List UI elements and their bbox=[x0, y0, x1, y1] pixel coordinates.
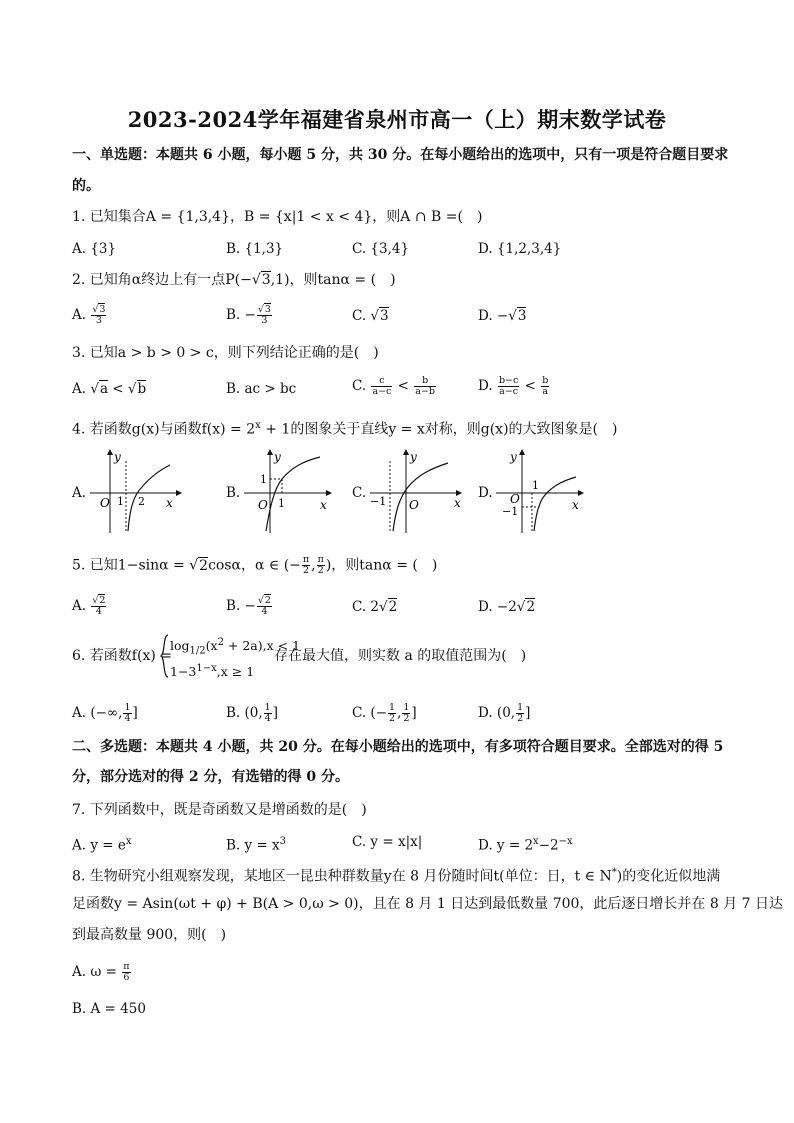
q6-option-d bbox=[478, 703, 530, 724]
fraction-den: 4 bbox=[95, 606, 102, 617]
q2-option-b bbox=[226, 305, 273, 326]
sqrt-icon: √ bbox=[251, 272, 261, 288]
q1-option-b: B. {1,3} bbox=[226, 241, 284, 257]
y-axis-label: y bbox=[410, 450, 417, 464]
q6-option-a bbox=[72, 703, 138, 724]
q5-stem: 5. 已知1−sinα = √2cosα，α ∈ (− $\frac{\pi}{2}$ , $\frac{\pi}{2}$ )，则tanα = ( ) bbox=[72, 554, 438, 576]
fraction-num: 1 bbox=[403, 702, 410, 713]
fraction-den: 4 bbox=[264, 713, 271, 724]
x-arrow-icon bbox=[578, 490, 584, 496]
q2-option-a-label: A. bbox=[72, 307, 87, 323]
q2-option-b-label: B. − bbox=[226, 307, 256, 323]
q8-option-b: B. A = 450 bbox=[72, 1001, 146, 1017]
radicand: 3 bbox=[380, 308, 389, 324]
brace-icon bbox=[160, 634, 170, 678]
fraction-den: a−c bbox=[372, 386, 392, 397]
radicand: 2 bbox=[526, 599, 536, 615]
q7-option-b-sup: 3 bbox=[279, 836, 287, 847]
y-axis-label: y bbox=[510, 450, 517, 464]
fraction-den: 2 bbox=[302, 565, 310, 576]
radicand: 2 bbox=[264, 595, 271, 606]
radicand: 3 bbox=[264, 304, 271, 315]
fraction bbox=[388, 703, 396, 724]
bracket: ] bbox=[272, 705, 278, 721]
q6-option-c: C. (− $\frac{1}{2}$ , $\frac{1}{2}$ ] bbox=[352, 702, 417, 724]
q3-option-b: B. ac > bc bbox=[226, 381, 297, 397]
q2-option-d-label: D. − bbox=[478, 308, 509, 324]
section2-heading: 二、多选题：本题共 4 小题，共 20 分。在每小题给出的选项中，有多项符合题目要求。全部选对的得 5 bbox=[72, 739, 724, 755]
q5-stem-pre: 5. 已知1−sinα = bbox=[72, 557, 190, 574]
radicand: 2 bbox=[388, 599, 398, 615]
q4-stem bbox=[72, 417, 617, 439]
q4-stem-sup: x bbox=[255, 420, 261, 431]
bracket: ] bbox=[411, 705, 417, 721]
fraction-den: 3 bbox=[261, 315, 268, 326]
curve bbox=[266, 457, 320, 531]
q8-line-1-pre: 8. 生物研究小组观察发现，某地区一昆虫种群数量y在 8 月份随时间t(单位：日，t ∈ N bbox=[72, 868, 612, 885]
fraction-den: 6 bbox=[123, 972, 130, 983]
curve bbox=[393, 463, 448, 531]
fraction-num: √3 bbox=[257, 304, 271, 315]
y-arrow-icon bbox=[519, 449, 525, 455]
y-axis-label: y bbox=[274, 450, 281, 464]
q4-option-a-label: A. bbox=[72, 485, 87, 501]
q3-option-c bbox=[352, 376, 437, 397]
q6-stem-post: 存在最大值，则实数 a 的取值范围为( ) bbox=[274, 648, 527, 664]
fraction-den: 4 bbox=[124, 713, 131, 724]
q2-option-d: D. −√3 bbox=[478, 308, 527, 324]
fraction bbox=[414, 376, 436, 397]
q2-option-c: C. √3 bbox=[352, 308, 389, 324]
fraction-den: 4 bbox=[261, 606, 268, 617]
q8-option-a-label: A. ω = bbox=[72, 964, 117, 980]
x-arrow-icon bbox=[326, 490, 332, 496]
fraction-num: √2 bbox=[257, 595, 271, 606]
q2-stem bbox=[72, 271, 396, 289]
fraction bbox=[91, 305, 106, 326]
q3-option-c-label: C. bbox=[352, 378, 367, 394]
q2-stem-radicand: 3 bbox=[261, 272, 271, 288]
fraction-den: 2 bbox=[403, 713, 410, 724]
origin-label: O bbox=[409, 498, 419, 512]
q3-stem: 3. 已知a > b > 0 > c，则下列结论正确的是( ) bbox=[72, 345, 379, 361]
q5-option-d-label: D. −2 bbox=[478, 599, 517, 615]
q4-graph-b bbox=[240, 447, 336, 537]
exam-title: 2023-2024学年福建省泉州市高一（上）期末数学试卷 bbox=[127, 107, 667, 132]
q8-stem-line-3: 到最高数量 900，则( ) bbox=[72, 927, 227, 943]
tick-label: −1 bbox=[502, 505, 519, 518]
q5-option-a bbox=[72, 596, 107, 617]
origin-label: O bbox=[510, 492, 520, 506]
q7-option-d-sup: −x bbox=[558, 836, 573, 847]
fraction bbox=[402, 703, 410, 724]
fraction bbox=[91, 596, 106, 617]
q7-option-d bbox=[478, 833, 573, 855]
q8-line-1-post: )的变化近似地满 bbox=[616, 868, 721, 885]
fraction-num: √3 bbox=[92, 304, 106, 315]
q3-option-d bbox=[478, 376, 550, 397]
tick-label: 1 bbox=[117, 495, 124, 508]
fraction bbox=[122, 962, 130, 983]
fraction-num: 1 bbox=[264, 702, 271, 713]
fraction-den: 2 bbox=[317, 565, 324, 576]
q2-stem-post: ,1)，则tanα = ( ) bbox=[270, 272, 396, 288]
fraction-num: b bbox=[414, 376, 436, 387]
q6-case-2 bbox=[170, 660, 254, 681]
tick-label: 1 bbox=[260, 473, 267, 486]
radicand: 3 bbox=[99, 304, 106, 315]
q6-case-1-sup: 2 bbox=[217, 637, 224, 648]
q6-option-b-label: B. (0, bbox=[226, 705, 263, 721]
q7-option-a-text: A. y = e bbox=[72, 837, 126, 854]
x-arrow-icon bbox=[176, 490, 182, 496]
q3-option-a: A. √a < √b bbox=[72, 381, 147, 397]
fraction-num: 1 bbox=[124, 702, 131, 713]
q1-option-d: D. {1,2,3,4} bbox=[478, 241, 562, 257]
radicand: b bbox=[137, 381, 147, 397]
lt-sign: < bbox=[393, 378, 414, 394]
q1-option-c: C. {3,4} bbox=[352, 241, 410, 257]
fraction-num: c bbox=[371, 376, 392, 387]
fraction-num: 1 bbox=[389, 702, 396, 713]
fraction bbox=[302, 555, 310, 576]
q7-option-a bbox=[72, 833, 131, 855]
origin-label: O bbox=[100, 496, 110, 510]
q6-option-b bbox=[226, 703, 278, 724]
fraction-num: b−c bbox=[498, 375, 519, 386]
q6-option-d-label: D. (0, bbox=[478, 705, 516, 721]
tick-label: 1 bbox=[532, 479, 539, 492]
q6-case-1-base: 1/2 bbox=[189, 645, 206, 657]
q5-option-a-label: A. bbox=[72, 598, 87, 614]
fraction-num: √2 bbox=[92, 595, 106, 606]
tick-label: −1 bbox=[370, 495, 387, 508]
q5-stem-mid: cosα，α ∈ (− bbox=[208, 557, 301, 574]
x-axis-label: x bbox=[320, 498, 327, 512]
fraction-den: a bbox=[542, 386, 549, 397]
q6-case-1-log: log bbox=[170, 638, 190, 654]
fraction bbox=[371, 376, 392, 397]
q5-stem-post: )，则tanα = ( ) bbox=[325, 557, 438, 574]
fraction-den: a−c bbox=[499, 386, 519, 397]
q4-graph-a bbox=[86, 447, 182, 537]
radicand: 3 bbox=[517, 308, 527, 324]
q4-graph-c bbox=[366, 447, 466, 537]
q4-graph-d bbox=[492, 447, 588, 537]
q4-option-c-label: C. bbox=[352, 485, 367, 501]
q5-option-c: C. 2√2 bbox=[352, 599, 398, 615]
fraction-num: b bbox=[542, 375, 549, 386]
q2-option-c-label: C. bbox=[352, 308, 367, 324]
lt-sign: < bbox=[108, 381, 128, 397]
radicand: a bbox=[99, 381, 109, 397]
q7-option-d-text: D. y = 2 bbox=[478, 837, 534, 854]
radicand: 2 bbox=[199, 557, 209, 574]
fraction-den: a−b bbox=[415, 386, 436, 397]
section2-heading-cont: 分，部分选对的得 2 分，有选错的得 0 分。 bbox=[72, 769, 349, 785]
q8-line-1-sup: * bbox=[611, 867, 617, 878]
tick-label: 1 bbox=[278, 497, 285, 510]
q7-option-d-sup: x bbox=[533, 836, 539, 847]
fraction bbox=[498, 376, 519, 397]
fraction bbox=[516, 703, 524, 724]
q2-stem-pre: 2. 已知角α终边上有一点P(− bbox=[72, 272, 252, 288]
y-arrow-icon bbox=[267, 449, 273, 455]
tick-label: 2 bbox=[138, 495, 145, 508]
origin-label: O bbox=[258, 498, 268, 512]
q8-option-a bbox=[72, 962, 132, 983]
q7-option-a-sup: x bbox=[125, 836, 132, 847]
fraction bbox=[541, 376, 549, 397]
q8-stem-line-2: 足函数y = Asin(ωt + φ) + B(A > 0,ω > 0)，且在 8 月 1 日达到最低数量 700，此后逐日增长并在 8 月 7 日达 bbox=[72, 896, 784, 912]
q6-case-2-base: 1−3 bbox=[170, 664, 197, 680]
q7-option-d-mid: −2 bbox=[538, 837, 559, 854]
fraction-num: π bbox=[317, 554, 324, 565]
q1-option-a: A. {3} bbox=[72, 241, 117, 257]
q5-option-d: D. −2√2 bbox=[478, 599, 536, 615]
q6-case-2-sup: 1−x bbox=[196, 663, 217, 674]
x-axis-label: x bbox=[572, 498, 579, 512]
q5-option-b bbox=[226, 596, 273, 617]
lt-sign: < bbox=[520, 378, 541, 394]
curve bbox=[534, 477, 576, 531]
q8-stem-line-1 bbox=[72, 864, 720, 886]
q2-option-a bbox=[72, 305, 107, 326]
fraction-den: 3 bbox=[95, 315, 102, 326]
y-arrow-icon bbox=[403, 449, 409, 455]
q7-stem: 7. 下列函数中，既是奇函数又是增函数的是( ) bbox=[72, 802, 367, 818]
q6-option-a-label: A. (−∞, bbox=[72, 705, 123, 721]
q5-option-b-label: B. − bbox=[226, 598, 256, 614]
q1-stem: 1. 已知集合A = {1,3,4}，B = {x|1 < x < 4}，则A ∩ B =( ) bbox=[72, 209, 483, 225]
q4-stem-pre: 4. 若函数g(x)与函数f(x) = 2 bbox=[72, 421, 256, 438]
fraction-num: 1 bbox=[517, 702, 524, 713]
fraction bbox=[257, 305, 272, 326]
fraction-den: 2 bbox=[517, 713, 524, 724]
fraction-num: π bbox=[123, 961, 130, 972]
q4-stem-post: + 1的图象关于直线y = x对称，则g(x)的大致图象是( ) bbox=[260, 421, 618, 438]
q6-case-1-tail: + 2a),x < 1 bbox=[223, 638, 301, 654]
x-axis-label: x bbox=[166, 496, 173, 510]
q6-case-1-rest: (x bbox=[205, 638, 218, 654]
fraction bbox=[123, 703, 131, 724]
bracket: ] bbox=[525, 705, 531, 721]
fraction-den: 2 bbox=[389, 713, 396, 724]
q4-option-d-label: D. bbox=[478, 485, 493, 501]
y-arrow-icon bbox=[107, 449, 113, 455]
q4-option-b-label: B. bbox=[226, 485, 241, 501]
section1-heading-cont: 的。 bbox=[72, 178, 100, 194]
q3-option-d-label: D. bbox=[478, 378, 493, 394]
q7-option-c: C. y = x|x| bbox=[352, 834, 423, 850]
q5-option-c-label: C. 2 bbox=[352, 599, 380, 615]
q3-option-a-label: A. bbox=[72, 381, 87, 397]
fraction bbox=[264, 703, 272, 724]
fraction-num: π bbox=[302, 554, 310, 565]
fraction bbox=[317, 555, 325, 576]
q6-case-2-tail: ,x ≥ 1 bbox=[216, 664, 255, 680]
q6-stem-pre: 6. 若函数f(x) = bbox=[72, 648, 172, 664]
fraction bbox=[257, 596, 272, 617]
radicand: 2 bbox=[99, 595, 106, 606]
section1-heading: 一、单选题：本题共 6 小题，每小题 5 分，共 30 分。在每小题给出的选项中，只有一项是符合题目要求 bbox=[72, 147, 729, 163]
q7-option-b-text: B. y = x bbox=[226, 837, 280, 854]
x-axis-label: x bbox=[454, 496, 461, 510]
curve bbox=[128, 465, 170, 531]
q6-option-c-label: C. (− bbox=[352, 705, 388, 721]
bracket: ] bbox=[132, 705, 138, 721]
q7-option-b bbox=[226, 833, 286, 855]
y-axis-label: y bbox=[114, 450, 121, 464]
